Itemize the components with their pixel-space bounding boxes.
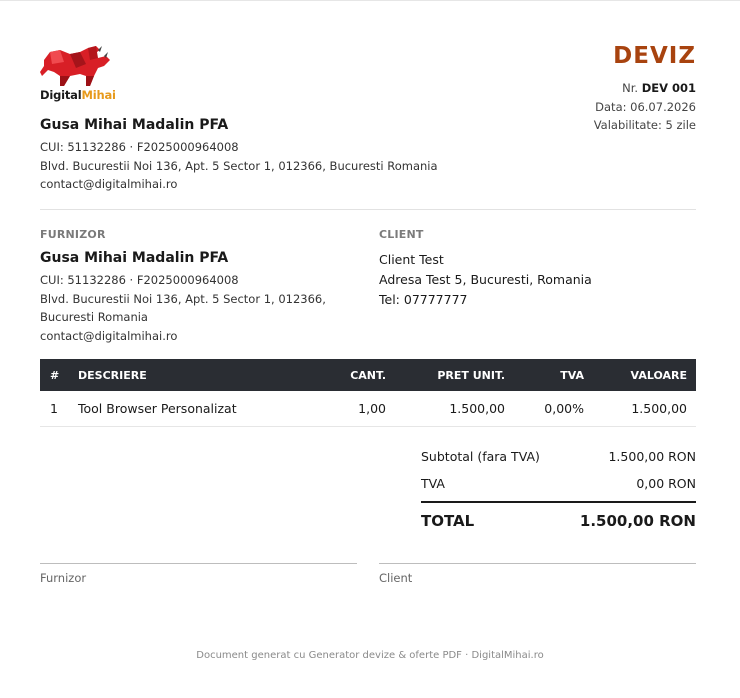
row-description: Tool Browser Personalizat xyxy=(78,401,237,416)
vat-value: 0,00 RON xyxy=(636,476,696,491)
header-description: DESCRIERE xyxy=(78,368,147,382)
total-label: TOTAL xyxy=(421,512,475,530)
signature-line xyxy=(40,563,357,564)
row-unit-price: 1.500,00 xyxy=(449,401,505,416)
client-label: CLIENT xyxy=(379,228,424,241)
supplier-name: Gusa Mihai Madalin PFA xyxy=(40,250,229,266)
header-vat: TVA xyxy=(560,368,584,382)
document-title: DEVIZ xyxy=(613,43,696,69)
table-header xyxy=(40,359,696,391)
row-num: 1 xyxy=(50,401,58,416)
header-num: # xyxy=(50,368,60,382)
document-header xyxy=(594,43,696,135)
row-value: 1.500,00 xyxy=(631,401,687,416)
supplier-signature xyxy=(40,563,357,585)
subtotal-label: Subtotal (fara TVA) xyxy=(421,449,540,464)
header-value: VALOARE xyxy=(630,368,687,382)
total-line xyxy=(421,503,696,539)
signature-line xyxy=(379,563,696,564)
issuer-ids: CUI: 51132286 · F2025000964008 xyxy=(40,140,239,154)
vat-line xyxy=(421,470,696,497)
issuer-address: Blvd. Bucurestii Noi 136, Apt. 5 Sector 1, 012366, Bucuresti Romania xyxy=(40,158,438,173)
header-unit-price: PRET UNIT. xyxy=(437,368,505,382)
supplier-address-line2: Bucuresti Romania xyxy=(40,310,148,324)
row-quantity: 1,00 xyxy=(358,401,386,416)
client-block xyxy=(379,228,679,310)
supplier-email: contact@digitalmihai.ro xyxy=(40,328,178,343)
row-vat: 0,00% xyxy=(544,401,584,416)
document-number: Nr. DEV 001 xyxy=(622,81,696,95)
issuer-email: contact@digitalmihai.ro xyxy=(40,177,178,191)
subtotal-line xyxy=(421,443,696,470)
client-address: Adresa Test 5, Bucuresti, Romania xyxy=(379,272,592,287)
document-validity: Valabilitate: 5 zile xyxy=(593,118,696,132)
company-logo xyxy=(40,46,116,102)
document-date: Data: 06.07.2026 xyxy=(595,99,696,114)
top-border xyxy=(0,0,740,1)
client-phone: Tel: 07777777 xyxy=(379,292,468,307)
totals-block xyxy=(421,443,696,539)
subtotal-value: 1.500,00 RON xyxy=(608,449,696,464)
items-table xyxy=(40,359,696,427)
issuer-block xyxy=(40,117,438,194)
supplier-signature-label: Furnizor xyxy=(40,571,87,585)
client-signature xyxy=(379,563,696,585)
issuer-name: Gusa Mihai Madalin PFA xyxy=(40,117,229,133)
section-divider xyxy=(40,209,696,210)
supplier-ids: CUI: 51132286 · F2025000964008 xyxy=(40,273,239,287)
client-name: Client Test xyxy=(379,252,444,267)
vat-label: TVA xyxy=(421,476,445,491)
supplier-label: FURNIZOR xyxy=(40,228,106,241)
table-row xyxy=(40,391,696,427)
client-signature-label: Client xyxy=(379,571,413,585)
logo-text: DigitalMihai xyxy=(40,88,116,102)
total-value: 1.500,00 RON xyxy=(579,512,696,530)
supplier-block xyxy=(40,228,340,345)
page-footer: Document generat cu Generator devize & oferte PDF · DigitalMihai.ro xyxy=(196,650,544,661)
header-quantity: CANT. xyxy=(350,368,386,382)
supplier-address-line1: Blvd. Bucurestii Noi 136, Apt. 5 Sector 1, 012366, xyxy=(40,291,326,306)
bull-icon xyxy=(40,46,116,88)
